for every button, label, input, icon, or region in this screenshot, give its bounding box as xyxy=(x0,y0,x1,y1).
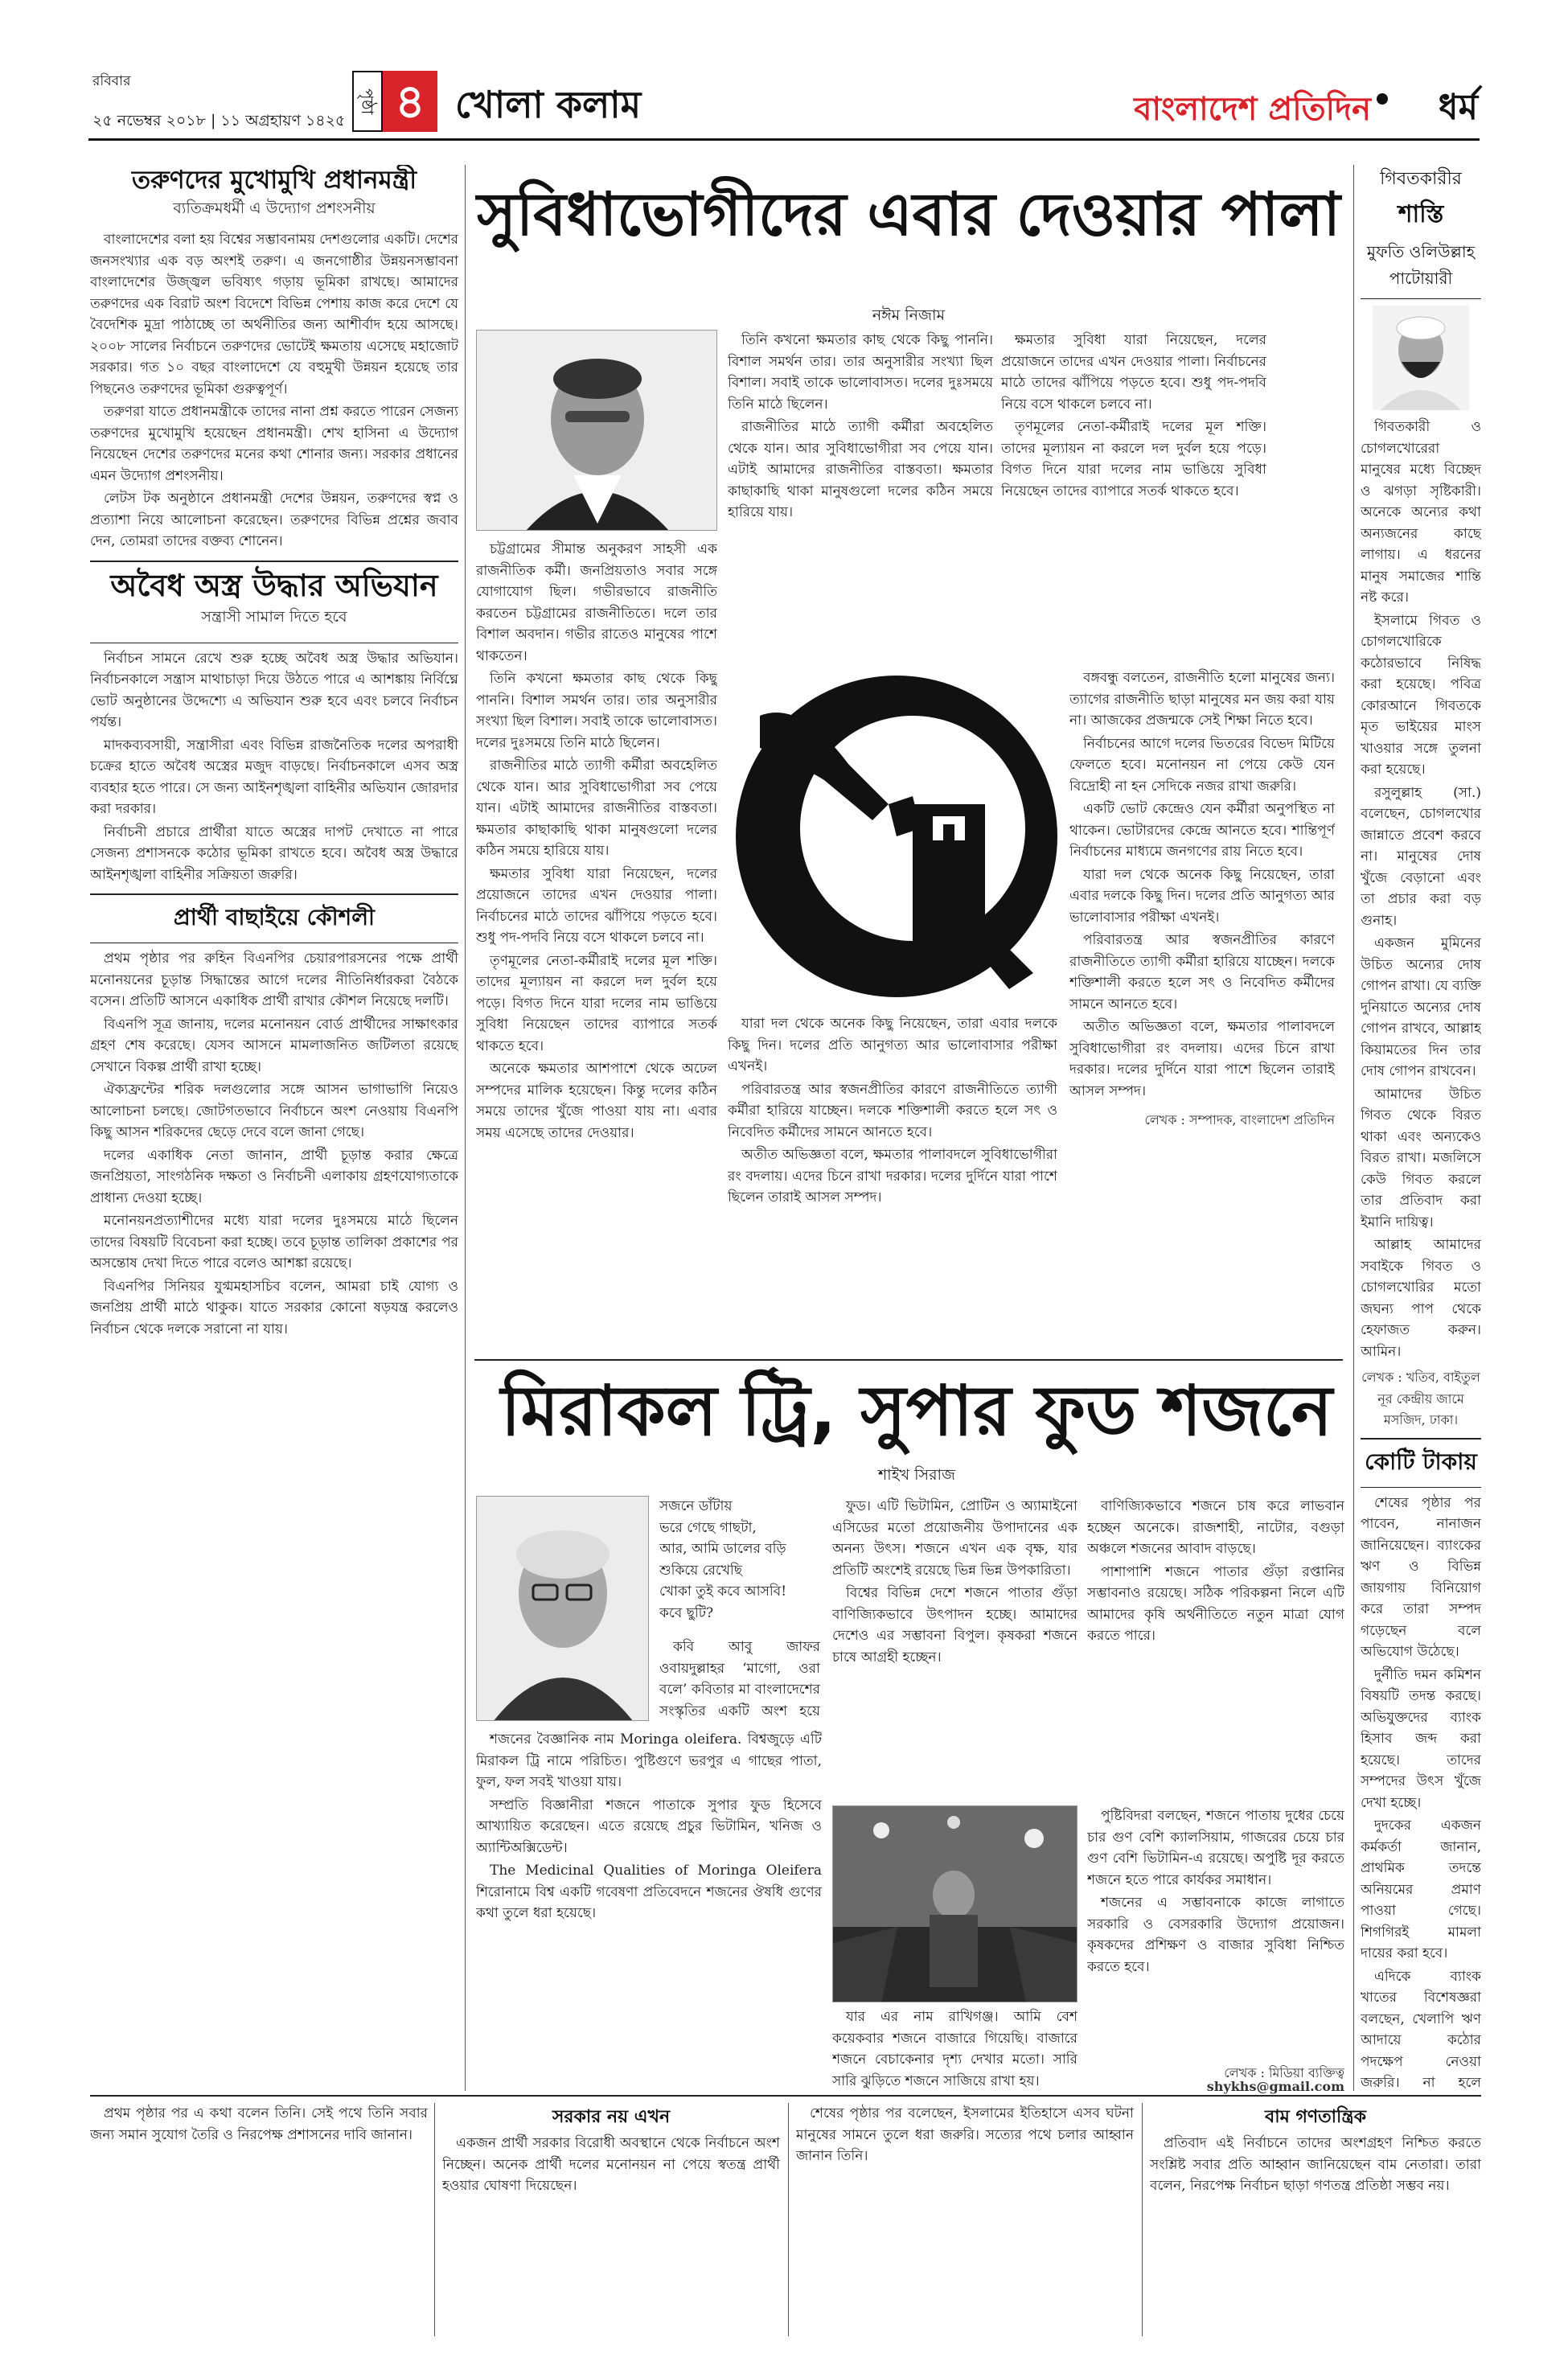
paragraph: ক্ষমতার সুবিধা যারা নিয়েছেন, দলের প্রয়োজনে তাদের এখন দেওয়ার পালা। নির্বাচনের মাঠে তাদের ঝাঁপিয়ে পড়তে হবে। শুধু পদ-পদবি নিয়ে বসে থাকলে চলবে না। xyxy=(1001,332,1266,413)
newspaper-name: বাংলাদেশ প্রতিদিন xyxy=(1134,91,1371,128)
paragraph: দলের একাধিক নেতা জানান, প্রার্থী চূড়ান্ত করার ক্ষেত্রে জনপ্রিয়তা, সাংগঠনিক দক্ষতা ও নির্বাচনী এলাকায় গ্রহণযোগ্যতাকে প্রাধান্য দেওয়া হচ্ছে। xyxy=(90,1147,458,1206)
paragraph: যারা দল থেকে অনেক কিছু নিয়েছেন, তারা এবার দলকে কিছু দিন। দলের প্রতি আনুগত্য আর ভালোবাসার পরীক্ষা এখনই। xyxy=(728,1016,1057,1074)
column-author: মুফতি ওলিউল্লাহ পাটোয়ারী xyxy=(1366,242,1476,288)
separator-dot xyxy=(1377,93,1388,105)
paragraph: তৃণমূলের নেতা-কর্মীরাই দলের মূল শক্তি। তাদের মূল্যায়ন না করলে দল দুর্বল হয়ে পড়ে। বিগত দিনে যারা দলের নাম ভাঙিয়ে সুবিধা নিয়েছেন তাদের ব্যাপারে সতর্ক থাকতে হবে। xyxy=(1001,419,1266,499)
market-photo xyxy=(832,1805,1077,2002)
story-title: বাম গণতান্ত্রিক xyxy=(1264,2107,1367,2127)
section-title: খোলা কলাম xyxy=(455,83,642,126)
paragraph: দুদকের একজন কর্মকর্তা জানান, প্রাথমিক তদন্তে অনিয়মের প্রমাণ পাওয়া গেছে। শিগগিরই মামলা দায়ের করা হবে। xyxy=(1361,1817,1481,1961)
paragraph: পুষ্টিবিদরা বলছেন, শজনে পাতায় দুধের চেয়ে চার গুণ বেশি ক্যালসিয়াম, গাজরের চেয়ে চার গুণ বেশি ভিটামিন-এ রয়েছে। অপুষ্টি দূর করতে শজনে হতে পারে কার্যকর সমাধান। xyxy=(1087,1808,1344,1888)
column-kicker: গিবতকারীর xyxy=(1380,169,1462,189)
author-photo xyxy=(476,330,717,531)
author-photo xyxy=(476,1496,649,1721)
column-footnote: লেখক : খতিব, বাইতুল নূর কেন্দ্রীয় জামে মসজিদ, ঢাকা। xyxy=(1361,1370,1480,1427)
story-body xyxy=(442,2133,780,2197)
article2-col3-bottom xyxy=(1087,1805,1344,2063)
article2-col3 xyxy=(1087,1496,1344,1801)
paragraph: ফুড। এটি ভিটামিন, প্রোটিন ও অ্যামাইনো এসিডের মতো প্রয়োজনীয় উপাদানের এক অনন্য উৎস। শজনে এখন এক বৃক্ষ, যার প্রতিটি অংশেই রয়েছে ভিন্ন ভিন্ন উপকারিতা। xyxy=(832,1498,1077,1579)
story-body xyxy=(1150,2133,1481,2197)
story-body xyxy=(90,948,458,1340)
bottom-col4 xyxy=(1150,2103,1481,2336)
article2-intro xyxy=(659,1637,820,1725)
story-title: তরুণদের মুখোমুখি প্রধানমন্ত্রী xyxy=(131,166,417,195)
story-arms-header xyxy=(90,561,458,643)
hands-illustration xyxy=(728,667,1057,1005)
paragraph: শেষের পৃষ্ঠার পর বলেছেন, ইসলামের ইতিহাসে এসব ঘটনা মানুষের সামনে তুলে ধরা জরুরি। সত্যের পথে চলার আহ্বান জানান তিনি। xyxy=(796,2105,1134,2164)
article-title: সুবিধাভোগীদের এবার দেওয়ার পালা xyxy=(477,180,1340,249)
paragraph: বিএনপি সূত্র জানায়, দলের মনোনয়ন বোর্ড প্রার্থীদের সাক্ষাৎকার গ্রহণ শেষ করেছে। যেসব আসনে মামলাজনিত জটিলতা রয়েছে সেখানে বিকল্প প্রার্থী রাখা হচ্ছে। xyxy=(90,1016,458,1075)
photo-illustration xyxy=(833,1806,1077,2002)
paragraph: শেষের পৃষ্ঠার পর পাবেন, নানাজন জানিয়েছেন। ব্যাংকের ঋণ ও বিভিন্ন জায়গায় বিনিয়োগ করে তারা সম্পদ গড়েছেন বলে অভিযোগ উঠেছে। xyxy=(1361,1494,1481,1660)
story-title: অবৈধ অস্ত্র উদ্ধার অভিযান xyxy=(110,567,438,603)
paragraph: আল্লাহ আমাদের সবাইকে গিবত ও চোগলখোরির মতো জঘন্য পাপ থেকে হেফাজত করুন। আমিন। xyxy=(1361,1237,1481,1360)
paragraph: সম্প্রতি বিজ্ঞানীরা শজনে পাতাকে সুপার ফুড হিসেবে আখ্যায়িত করেছেন। এতে রয়েছে প্রচুর ভিটামিন, খনিজ ও অ্যান্টিঅক্সিডেন্ট। xyxy=(476,1797,822,1856)
article2-col2 xyxy=(832,1496,1077,1801)
story-body xyxy=(1361,1493,1481,2092)
paragraph: বাণিজ্যিকভাবে শজনে চাষ করে লাভবান হচ্ছেন অনেকে। রাজশাহী, নাটোর, বগুড়া অঞ্চলে শজনের আবাদ বাড়ছে। xyxy=(1087,1498,1344,1557)
paragraph: যারা দল থেকে অনেক কিছু নিয়েছেন, তারা এবার দলকে কিছু দিন। দলের প্রতি আনুগত্য আর ভালোবাসার পরীক্ষা এখনই। xyxy=(1069,866,1335,926)
column-title: শাস্তি xyxy=(1398,200,1444,228)
article-byline: শাইখ সিরাজ xyxy=(877,1466,956,1484)
paragraph: নির্বাচন সামনে রেখে শুরু হচ্ছে অবৈধ অস্ত্র উদ্ধার অভিযান। নির্বাচনকালে সন্ত্রাস মাথাচাড়া দিয়ে উঠতে পারে এ আশঙ্কায় নির্বিঘ্নে ভোট অনুষ্ঠানের উদ্দেশ্যে এ অভিযান শুরু হবে এবং চলবে নির্বাচন পর্যন্ত। xyxy=(90,650,458,730)
author-photo xyxy=(1373,306,1469,410)
paragraph: রাজনীতির মাঠে ত্যাগী কর্মীরা অবহেলিত থেকে যান। আর সুবিধাভোগীরা সব পেয়ে যান। এটাই আমাদের রাজনীতির বাস্তবতা। ক্ষমতার কাছাকাছি থাকা মানুষগুলো দলের কঠিন সময়ে হারিয়ে যায়। xyxy=(476,758,717,859)
story-body xyxy=(90,229,458,552)
article2-col2-bottom xyxy=(832,2006,1077,2095)
article1-col2-top xyxy=(728,330,993,667)
page-number: ৪ xyxy=(383,71,437,132)
masthead xyxy=(0,0,1568,161)
story-title: সরকার নয় এখন xyxy=(552,2107,671,2127)
paragraph: অনেকে ক্ষমতার আশপাশে থেকে অঢেল সম্পদের মালিক হয়েছেন। কিন্তু দলের কঠিন সময়ে তাদের খুঁজে পাওয়া যায় না। এবার সময় এসেছে তাদের দেওয়ার। xyxy=(476,1061,717,1141)
paragraph: তরুণরা যাতে প্রধানমন্ত্রীকে তাদের নানা প্রশ্ন করতে পারেন সেজন্য তরুণদের মুখোমুখি হয়েছেন প্রধানমন্ত্রী। শেখ হাসিনা এ উদ্যোগ নিয়েছেন দেশের তরুণদের মনের কথা শোনার জন্য। সরকার প্রধানের এমন উদ্যোগ প্রশংসনীয়। xyxy=(90,404,458,484)
column-divider xyxy=(1142,2103,1143,2336)
article1-col4 xyxy=(1069,667,1335,1359)
poem-line: কবে ছুটি? xyxy=(659,1604,714,1621)
bottom-col1 xyxy=(90,2103,428,2336)
paragraph: নির্বাচনী প্রচারে প্রার্থীরা যাতে অস্ত্রের দাপট দেখাতে না পারে সেজন্য প্রশাসনকে কঠোর ভূমিকা রাখতে হবে। অবৈধ অস্ত্র উদ্ধারে আইনশৃঙ্খলা বাহিনীর সক্রিয়তা জরুরি। xyxy=(90,824,458,883)
paragraph: লেটস টক অনুষ্ঠানে প্রধানমন্ত্রী দেশের উন্নয়ন, তরুণদের স্বপ্ন ও প্রত্যাশা নিয়ে আলোচনা করেছেন। তরুণদের বিভিন্ন প্রশ্নের জবাব দেন, তোমরা তাদের বক্তব্য শোনেন। xyxy=(90,491,458,549)
paragraph: একজন প্রার্থী সরকার বিরোধী অবস্থানে থেকে নির্বাচনে অংশ নিচ্ছেন। অনেক প্রার্থী দলের মনোনয়ন না পেয়ে স্বতন্ত্র প্রার্থী হওয়ার ঘোষণা দিয়েছেন। xyxy=(442,2135,780,2194)
story-crore-header xyxy=(1361,1438,1481,1488)
portrait-illustration xyxy=(1373,306,1469,410)
paragraph: তৃণমূলের নেতা-কর্মীরাই দলের মূল শক্তি। তাদের মূল্যায়ন না করলে দল দুর্বল হয়ে পড়ে। বিগত দিনে যারা দলের নাম ভাঙিয়ে সুবিধা নিয়েছেন তাদের ব্যাপারে সতর্ক থাকতে হবে। xyxy=(476,952,717,1054)
author-email: shykhs@gmail.com xyxy=(1206,2079,1344,2094)
paragraph: নির্বাচনের আগে দলের ভিতরের বিভেদ মিটিয়ে ফেলতে হবে। মনোনয়ন না পেয়ে কেউ যেন বিদ্রোহী না হন সেদিকে নজর রাখা জরুরি। xyxy=(1069,735,1335,795)
paragraph: শজনের বৈজ্ঞানিক নাম Moringa oleifera. বিশ্বজুড়ে এটি মিরাকল ট্রি নামে পরিচিত। পুষ্টিগুণে ভরপুর এ গাছের পাতা, ফুল, ফল সবই খাওয়া যায়। xyxy=(476,1731,822,1790)
story-tarun xyxy=(90,165,458,552)
page-label: পৃষ্ঠা xyxy=(352,71,383,132)
story-title: প্রার্থী বাছাইয়ে কৌশলী xyxy=(173,904,376,930)
paragraph: এদিকে ব্যাংক খাতের বিশেষজ্ঞরা বলছেন, খেলাপি ঋণ আদায়ে কঠোর পদক্ষেপ নেওয়া জরুরি। না হলে xyxy=(1361,1968,1481,2091)
paragraph: বাংলাদেশের বলা হয় বিশ্বের সম্ভাবনাময় দেশগুলোর একটি। দেশের জনসংখ্যার এক বড় অংশই তরুণ। এ জনগোষ্ঠীর উন্নয়নসম্ভাবনা বাংলাদেশের উজ্জ্বল ভবিষ্যৎ গড়ায় ভূমিকা রাখছে। আমাদের তরুণদের এক বিরাট অংশ বিদেশে বিভিন্ন পেশায় কাজ করে দেশে যে বৈদেশিক মুদ্রা পাঠাচ্ছে তা অর্থনীতির জন্য আশীর্বাদ হয়ে আসছে। ২০০৮ সালের নির্বাচনে তরুণদের ভোটেই ক্ষমতায় এসেছে মহাজোট সরকার। গত ১০ বছর বাংলাদেশে যে বহুমুখী উন্নয়ন হয়েছে তার পিছনেও তরুণদের ভূমিকা গুরুত্বপূর্ণ। xyxy=(90,232,458,397)
left-column xyxy=(90,165,458,2091)
paragraph: বঙ্গবন্ধু বলতেন, রাজনীতি হলো মানুষের জন্য। ত্যাগের রাজনীতি ছাড়া মানুষের মন জয় করা যায় না। আজকের প্রজন্মকে সেই শিক্ষা নিতে হবে। xyxy=(1069,670,1335,729)
article2-col1 xyxy=(476,1729,822,2095)
column-divider xyxy=(434,2103,435,2336)
article-title: মিরাকল ট্রি, সুপার ফুড শজনে xyxy=(500,1371,1333,1452)
paragraph: একটি ভোট কেন্দ্রেও যেন কর্মীরা অনুপস্থিত না থাকেন। ভোটারদের কেন্দ্রে আনতে হবে। শান্তিপূর্ণ নির্বাচনের মাধ্যমে জনগণের রায় নিতে হবে। xyxy=(1069,801,1335,860)
paragraph: রাজনীতির মাঠে ত্যাগী কর্মীরা অবহেলিত থেকে যান। আর সুবিধাভোগীরা সব পেয়ে যান। এটাই আমাদের রাজনীতির বাস্তবতা। ক্ষমতার কাছাকাছি থাকা মানুষগুলো দলের কঠিন সময়ে হারিয়ে যায়। xyxy=(728,419,993,520)
paragraph: The Medicinal Qualities of Moringa Oleifera শিরোনামে বিশ্ব একটি গবেষণা প্রতিবেদনে শজনের ঔষধি গুণের কথা তুলে ধরা হয়েছে। xyxy=(476,1863,822,1921)
paragraph: রসুলুল্লাহ (সা.) বলেছেন, চোগলখোর জান্নাতে প্রবেশ করবে না। মানুষের দোষ খুঁজে বেড়ানো এবং তা প্রচার করা বড় গুনাহ। xyxy=(1361,784,1481,929)
issue-day: রবিবার xyxy=(92,73,131,89)
paragraph: প্রথম পৃষ্ঠার পর রুহিন বিএনপির চেয়ারপারসনের পক্ষে প্রার্থী মনোনয়নের চূড়ান্ত সিদ্ধান্তের আগে দলের নীতিনির্ধারকরা বৈঠকে বসেন। প্রতিটি আসনে একাধিক প্রার্থী রাখার কৌশল নিয়েছে দলটি। xyxy=(90,951,458,1009)
paragraph: তিনি কখনো ক্ষমতার কাছ থেকে কিছু পাননি। বিশাল সমর্থন তার। তার অনুসারীর সংখ্যা ছিল বিশাল। সবাই তাকে ভালোবাসত। দলের দুঃসময়ে তিনি মাঠে ছিলেন। xyxy=(476,671,717,751)
poem-line: আর, আমি ডালের বড়ি xyxy=(659,1541,786,1557)
paragraph: তিনি কখনো ক্ষমতার কাছ থেকে কিছু পাননি। বিশাল সমর্থন তার। তার অনুসারীর সংখ্যা ছিল বিশাল। সবাই তাকে ভালোবাসত। দলের দুঃসময়ে তিনি মাঠে ছিলেন। xyxy=(728,332,993,413)
paragraph: ক্ষমতার সুবিধা যারা নিয়েছেন, দলের প্রয়োজনে তাদের এখন দেওয়ার পালা। নির্বাচনের মাঠে তাদের ঝাঁপিয়ে পড়তে হবে। শুধু পদ-পদবি নিয়ে বসে থাকলে চলবে না। xyxy=(476,865,717,946)
article1-col3-top xyxy=(1001,330,1266,667)
poem-line: শুকিয়ে রেখেছি xyxy=(659,1562,743,1579)
paragraph: অতীত অভিজ্ঞতা বলে, ক্ষমতার পালাবদলে সুবিধাভোগীরা রং বদলায়। এদের চিনে রাখা দরকার। দলের দুর্দিনে যারা পাশে ছিলেন তারাই আসল সম্পদ। xyxy=(728,1147,1057,1205)
article-footnote: লেখক : সম্পাদক, বাংলাদেশ প্রতিদিন xyxy=(1144,1112,1335,1127)
paragraph: মাদকব্যবসায়ী, সন্ত্রাসীরা এবং বিভিন্ন রাজনৈতিক দলের অপরাধী চক্রের হাতে অবৈধ অস্ত্রের মজুদ বাড়ছে। নির্বাচনকালে এসব অস্ত্র ব্যবহার হতে পারে। সে জন্য আইনশৃঙ্খলা বাহিনীর অভিযান জোরদার করা দরকার। xyxy=(90,737,458,817)
column-divider xyxy=(465,165,466,2091)
article1-col1 xyxy=(476,539,717,1343)
story-body xyxy=(90,648,458,886)
story-candidate-header xyxy=(90,893,458,943)
portrait-illustration xyxy=(477,1497,649,1721)
paragraph: মনোনয়নপ্রত্যাশীদের মধ্যে যারা দলের দুঃসময়ে মাঠে ছিলেন তাদের বিষয়টি বিবেচনা করা হচ্ছে। তবে চূড়ান্ত তালিকা প্রকাশের পর অসন্তোষ দেখা দিতে পারে বলেও আশঙ্কা রয়েছে। xyxy=(90,1213,458,1271)
column-body xyxy=(1361,417,1481,1431)
paragraph: ইসলামে গিবত ও চোগলখোরিকে কঠোরভাবে নিষিদ্ধ করা হয়েছে। পবিত্র কোরআনে গিবতকে মৃত ভাইয়ের মাংস খাওয়ার সঙ্গে তুলনা করা হয়েছে। xyxy=(1361,612,1481,778)
poem xyxy=(659,1496,820,1633)
paragraph: গিবতকারী ও চোগলখোরেরা মানুষের মধ্যে বিচ্ছেদ ও ঝগড়া সৃষ্টিকারী। অনেকে অন্যের কথা অন্যজনের কাছে লাগায়। এ ধরনের মানুষ সমাজের শান্তি নষ্ট করে। xyxy=(1361,419,1481,606)
bottom-col3 xyxy=(796,2103,1134,2336)
paragraph: ঐক্যফ্রন্টের শরিক দলগুলোর সঙ্গে আসন ভাগাভাগি নিয়েও আলোচনা চলছে। জোটগতভাবে নির্বাচনে অংশ নেওয়ায় বিএনপি কিছু আসন শরিকদের ছেড়ে দেবে বলে জানা গেছে। xyxy=(90,1082,458,1140)
poem-line: সজনে ডাঁটায় xyxy=(659,1498,733,1514)
poem-line: খোকা তুই কবে আসবি! xyxy=(659,1583,787,1600)
article1-col2-bottom xyxy=(728,1013,1057,1351)
bottom-divider xyxy=(90,2095,1481,2097)
article-footnote: লেখক : মিডিয়া ব্যক্তিত্ব xyxy=(1224,2065,1344,2080)
paragraph: একজন মুমিনের উচিত অন্যের দোষ গোপন রাখা। যে ব্যক্তি দুনিয়াতে অন্যের দোষ গোপন রাখবে, আল্লাহ কিয়ামতের দিন তার দোষ গোপন রাখবেন। xyxy=(1361,935,1481,1079)
story-title: কোটি টাকায় xyxy=(1365,1448,1477,1475)
paragraph: কবি আবু জাফর ওবায়দুল্লাহর ‘মাগো, ওরা বলে’ কবিতার মা বাংলাদেশের সংস্কৃতির একটি অংশ হয়ে xyxy=(659,1639,820,1719)
paragraph: চট্টগ্রামের সীমান্ত অনুকরণ সাহসী এক রাজনীতিক কর্মী। জনপ্রিয়তাও সবার সঙ্গে যোগাযোগ ছিল। গভীরভাবে রাজনীতি করতেন চট্টগ্রামের রাজনীতিতে। দলে তার বিশাল অবদান। গভীর রাতেও মানুষের পাশে থাকতেন। xyxy=(476,541,717,664)
paragraph: অতীত অভিজ্ঞতা বলে, ক্ষমতার পালাবদলে সুবিধাভোগীরা রং বদলায়। এদের চিনে রাখা দরকার। দলের দুর্দিনে যারা পাশে ছিলেন তারাই আসল সম্পদ। xyxy=(1069,1019,1335,1099)
column-divider xyxy=(1353,165,1354,2091)
article-divider xyxy=(474,1359,1343,1361)
right-column xyxy=(1361,165,1481,2091)
issue-date: ২৫ নভেম্বর ২০১৮ | ১১ অগ্রহায়ণ ১৪২৫ xyxy=(92,112,346,129)
paragraph: দুর্নীতি দমন কমিশন বিষয়টি তদন্ত করছে। অভিযুক্তদের ব্যাংক হিসাব জব্দ করা হয়েছে। তাদের সম্পদের উৎস খুঁজে দেখা হচ্ছে। xyxy=(1361,1666,1481,1811)
illustration-svg xyxy=(728,667,1057,1005)
paragraph: পরিবারতন্ত্র আর স্বজনপ্রীতির কারণে রাজনীতিতে ত্যাগী কর্মীরা হারিয়ে যাচ্ছেন। দলকে শক্তিশালী করতে হলে সৎ ও নিবেদিত কর্মীদের সামনে আনতে হবে। xyxy=(728,1081,1057,1140)
article-byline: নঈম নিজাম xyxy=(872,306,946,324)
paragraph: বিএনপির সিনিয়র যুগ্মমহাসচিব বলেন, আমরা চাই যোগ্য ও জনপ্রিয় প্রার্থী মাঠে থাকুক। যাতে সরকার কোনো ষড়যন্ত্র করলেও নির্বাচন থেকে দলকে সরানো না যায়। xyxy=(90,1278,458,1337)
header-rule xyxy=(88,138,1480,141)
paragraph: বিশ্বের বিভিন্ন দেশে শজনে পাতার গুঁড়া বাণিজ্যিকভাবে উৎপাদন হচ্ছে। আমাদের দেশেও এর সম্ভাবনা বিপুল। কৃষকরা শজনে চাষে আগ্রহী হচ্ছেন। xyxy=(832,1585,1077,1665)
topic-label: ধর্ম xyxy=(1438,87,1478,128)
story-subtitle: ব্যতিক্রমধর্মী এ উদ্যোগ প্রশংসনীয় xyxy=(173,199,376,217)
paragraph: প্রথম পৃষ্ঠার পর এ কথা বলেন তিনি। সেই পথে তিনি সবার জন্য সমান সুযোগ তৈরি ও নিরপেক্ষ প্রশাসনের দাবি জানান। xyxy=(90,2105,428,2143)
column-divider xyxy=(788,2103,789,2336)
paragraph: পরিবারতন্ত্র আর স্বজনপ্রীতির কারণে রাজনীতিতে ত্যাগী কর্মীরা হারিয়ে যাচ্ছেন। দলকে শক্তিশালী করতে হলে সৎ ও নিবেদিত কর্মীদের সামনে আনতে হবে। xyxy=(1069,932,1335,1012)
paragraph: আমাদের উচিত গিবত থেকে বিরত থাকা এবং অন্যকেও বিরত রাখা। মজলিসে কেউ গিবত করলে তার প্রতিবাদ করা ইমানি দায়িত্ব। xyxy=(1361,1086,1481,1230)
paragraph: যার এর নাম রাখিগঞ্জ। আমি বেশ কয়েকবার শজনে বাজারে গিয়েছি। বাজারে শজনে বেচাকেনার দৃশ্য দেখার মতো। সারি সারি ঝুড়িতে শজনে সাজিয়ে রাখা হয়। xyxy=(832,2009,1077,2089)
portrait-illustration xyxy=(477,331,717,531)
bottom-col2 xyxy=(442,2103,780,2336)
paragraph: শজনের এ সম্ভাবনাকে কাজে লাগাতে সরকারি ও বেসরকারি উদ্যোগ প্রয়োজন। কৃষকদের প্রশিক্ষণ ও বাজার সুবিধা নিশ্চিত করতে হবে। xyxy=(1087,1895,1344,1975)
paragraph: প্রতিবাদ এই নির্বাচনে তাদের অংশগ্রহণ নিশ্চিত করতে সংশ্লিষ্ট সবার প্রতি আহ্বান জানিয়েছেন বাম নেতারা। তারা বলেন, নিরপেক্ষ নির্বাচন ছাড়া গণতন্ত্র প্রতিষ্ঠা সম্ভব নয়। xyxy=(1150,2135,1481,2194)
paragraph: পাশাপাশি শজনে পাতার গুঁড়া রপ্তানির সম্ভাবনাও রয়েছে। সঠিক পরিকল্পনা নিলে এটি আমাদের কৃষি অর্থনীতিতে নতুন মাত্রা যোগ করতে পারে। xyxy=(1087,1563,1344,1644)
column-header xyxy=(1361,165,1481,299)
poem-line: ভরে গেছে গাছটা, xyxy=(659,1519,757,1536)
story-subtitle: সন্ত্রাসী সামাল দিতে হবে xyxy=(201,607,347,626)
